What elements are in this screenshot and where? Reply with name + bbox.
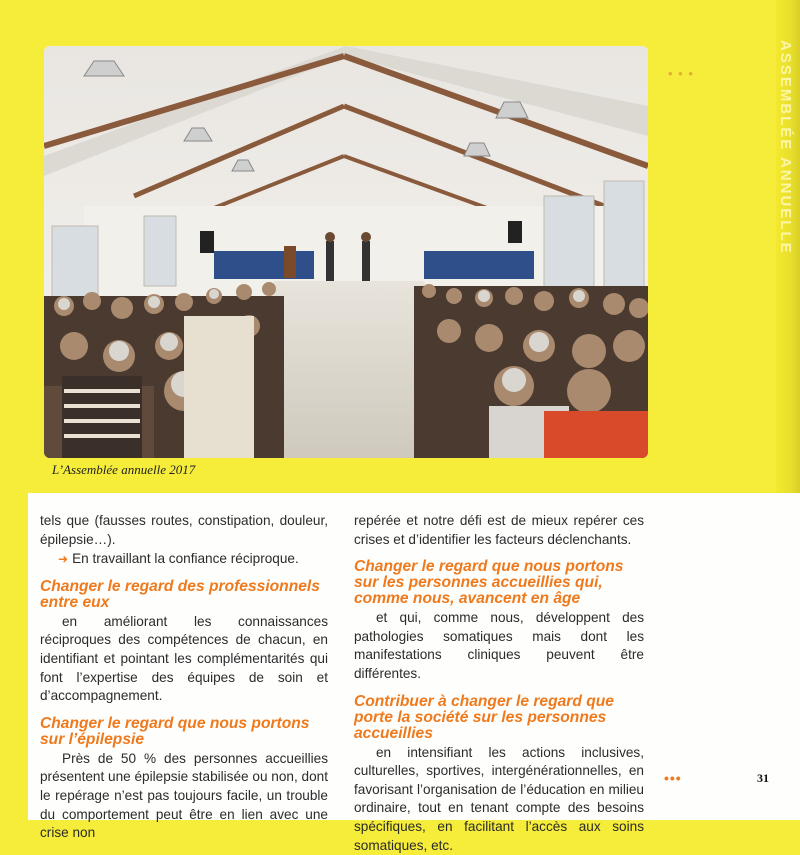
- assembly-hall-photo: [44, 46, 648, 458]
- bullet-text: En travaillant la confiance réciproque.: [72, 551, 299, 567]
- page-number: 31: [757, 771, 769, 785]
- event-photo: [44, 46, 648, 458]
- continued-text: tels que (fausses routes, constipation, douleur, épilepsie…).: [40, 513, 328, 547]
- section-body: et qui, comme nous, développent des pathologies somatiques mais dont les manifestations cliniques peuvent être différentes.: [354, 610, 644, 681]
- section-heading: Changer le regard des professionnels entre eux: [40, 577, 320, 611]
- right-column: [354, 512, 644, 855]
- section-body: Près de 50 % des personnes accueillies présentent une épilepsie stabilisée ou non, dont le repérage n’est pas toujours facile, un trouble du comportement peut être en lien avec une crise non: [40, 750, 328, 841]
- continued-text: repérée et notre défi est de mieux repérer ces crises et d’identifier les facteurs déclenchants.: [354, 513, 644, 547]
- left-column: [40, 512, 328, 843]
- section-body: en améliorant les connaissances réciproques des compétences de chacun, en identifiant et pointant les complémentarités qui font l’expertise des équipes de soin et d’accompagnement.: [40, 613, 328, 704]
- arrow-icon: ➜: [58, 552, 69, 567]
- section-body: en intensifiant les actions inclusives, culturelles, sportives, intergénérationnelles, en favorisant l’organisation de l’éducation en milieu ordinaire, tout en tenant compte des besoins spécifiques, en facilitant l’accès aux soins somatiques, etc.: [354, 744, 644, 853]
- decorative-dots: • • •: [668, 66, 694, 81]
- section-heading: Changer le regard que nous portons sur l’épilepsie: [40, 714, 310, 748]
- section-heading: Contribuer à changer le regard que porte la société sur les personnes accueillies: [354, 692, 614, 742]
- decorative-dots: •••: [664, 770, 682, 786]
- photo-caption: L’Assemblée annuelle 2017: [52, 462, 196, 477]
- side-title: ASSEMBLÉE ANNUELLE: [777, 40, 794, 255]
- bullet-item: [58, 550, 328, 569]
- section-heading: Changer le regard que nous portons sur les personnes accueillies qui, comme nous, avancent en âge: [354, 558, 624, 608]
